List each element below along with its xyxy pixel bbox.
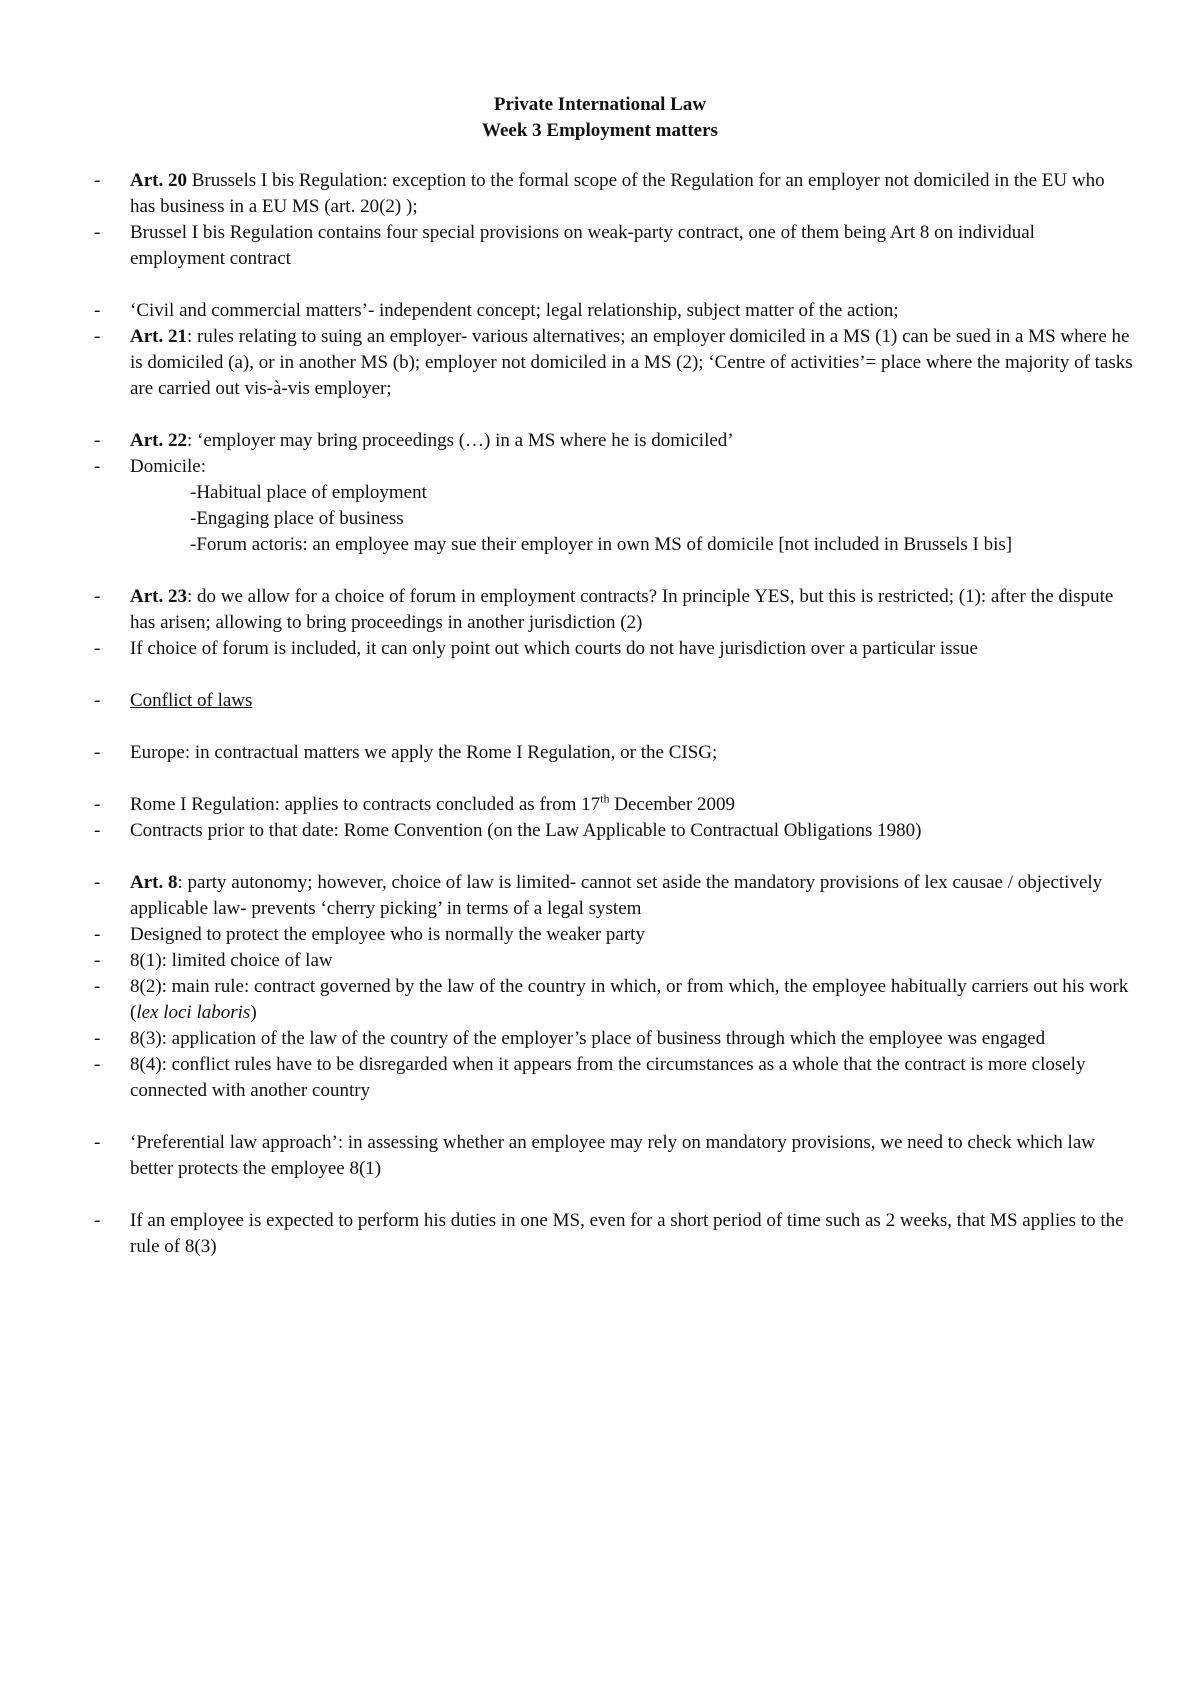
document-title [0,92,1200,144]
bullet-text-end: December 2009 [609,794,736,815]
bullet-conflict-of-laws [94,688,1134,714]
bullet-text: 8(4): conflict rules have to be disregarded when it appears from the circumstances as a whole that the contract is more closely connected with another country [130,1054,1086,1101]
bullet-text: ‘Preferential law approach’: in assessing whether an employee may rely on mandatory provisions, we need to check which law better protects the employee 8(1) [130,1132,1095,1179]
bullet-8-3 [94,1026,1134,1052]
bullet-text: 8(3): application of the law of the country of the employer’s place of business through which the employee was engaged [130,1028,1046,1049]
article-label: Art. 8 [130,872,178,893]
article-label: Art. 23 [130,586,187,607]
bullet-text: Contracts prior to that date: Rome Convention (on the Law Applicable to Contractual Obligations 1980) [130,820,922,841]
bullet-art-20 [94,168,1134,220]
bullet-marker: - [94,638,101,659]
spacer [94,766,1134,792]
bullet-rome-i [94,792,1134,818]
spacer [94,402,1134,428]
bullet-marker: - [94,742,101,763]
bullet-text: Brussels I bis Regulation: exception to the formal scope of the Regulation for an employer not domiciled in the EU who has business in a EU MS (art. 20(2) ); [130,170,1105,217]
bullet-brussels-special-provisions [94,220,1134,272]
bullet-text: : ‘employer may bring proceedings (…) in a MS where he is domiciled’ [186,430,734,451]
bullet-marker: - [94,924,101,945]
bullet-marker: - [94,820,101,841]
article-label: Art. 21 [130,326,187,347]
bullet-text: Domicile: [130,456,206,477]
bullet-rome-convention [94,818,1134,844]
sub-item-forum-actoris: -Forum actoris: an employee may sue their employer in own MS of domicile [not included in Brussels I bis] [190,534,1013,555]
bullet-marker: - [94,170,101,191]
bullet-marker: - [94,794,101,815]
bullet-text: Brussel I bis Regulation contains four special provisions on weak-party contract, one of them being Art 8 on individual employment contract [130,222,1035,269]
spacer [94,558,1134,584]
bullet-choice-of-forum [94,636,1134,662]
bullet-art-8 [94,870,1134,922]
bullet-short-period [94,1208,1134,1260]
bullet-marker: - [94,1054,101,1075]
bullet-marker: - [94,950,101,971]
bullet-art-23 [94,584,1134,636]
title-line-1: Private International Law [493,94,707,115]
bullet-art-21 [94,324,1134,402]
bullet-text: Designed to protect the employee who is normally the weaker party [130,924,645,945]
bullet-text: Europe: in contractual matters we apply the Rome I Regulation, or the CISG; [130,742,718,763]
bullet-marker: - [94,1028,101,1049]
bullet-marker: - [94,456,101,477]
title-line-2: Week 3 Employment matters [482,120,718,141]
bullet-text-end: ) [250,1002,257,1023]
spacer [94,1182,1134,1208]
bullet-marker: - [94,586,101,607]
bullet-text: : party autonomy; however, choice of law is limited- cannot set aside the mandatory provisions of lex causae / objectively applicable law- prevents ‘cherry picking’ in terms of a legal system [130,872,1103,919]
spacer [94,272,1134,298]
bullet-preferential-law [94,1130,1134,1182]
bullet-text: 8(1): limited choice of law [130,950,333,971]
sub-item-habitual-place: -Habitual place of employment [190,482,427,503]
spacer [94,1104,1134,1130]
notes-list [94,168,1134,1260]
latin-term: lex loci laboris [136,1002,251,1023]
bullet-marker: - [94,690,101,711]
spacer [94,714,1134,740]
bullet-protect-employee [94,922,1134,948]
bullet-marker: - [94,1132,101,1153]
bullet-marker: - [94,300,101,321]
bullet-8-2 [94,974,1134,1026]
ordinal-suffix: th [600,791,610,806]
bullet-marker: - [94,976,101,997]
bullet-marker: - [94,326,101,347]
bullet-text: Rome I Regulation: applies to contracts concluded as from 17 [130,794,601,815]
bullet-civil-commercial [94,298,1134,324]
bullet-domicile [94,454,1134,480]
bullet-text: ‘Civil and commercial matters’- independent concept; legal relationship, subject matter of the action; [130,300,899,321]
bullet-text: If an employee is expected to perform his duties in one MS, even for a short period of time such as 2 weeks, that MS applies to the rule of 8(3) [130,1210,1124,1257]
bullet-text: : do we allow for a choice of forum in employment contracts? In principle YES, but this is restricted; (1): after the dispute has arisen; allowing to bring proceedings in another jurisdiction (2) [130,586,1114,633]
article-label: Art. 20 [130,170,187,191]
spacer [94,662,1134,688]
sub-item-engaging-place: -Engaging place of business [190,508,404,529]
bullet-marker: - [94,222,101,243]
bullet-text: 8(2): main rule: contract governed by the law of the country in which, or from which, the employee habitually carriers out his work ( [130,976,1129,1023]
bullet-marker: - [94,872,101,893]
bullet-8-1 [94,948,1134,974]
bullet-text: : rules relating to suing an employer- various alternatives; an employer domiciled in a MS (1) can be sued in a MS where he is domiciled (a), or in another MS (b); employer not domiciled in a MS (2); ‘Centre of activities’= place where the majority of tasks are carried out vis-à-vis employer; [130,326,1133,399]
spacer [94,844,1134,870]
bullet-europe [94,740,1134,766]
article-label: Art. 22 [130,430,187,451]
bullet-marker: - [94,1210,101,1231]
bullet-marker: - [94,430,101,451]
section-heading: Conflict of laws [130,690,253,711]
bullet-text: If choice of forum is included, it can only point out which courts do not have jurisdiction over a particular issue [130,638,978,659]
bullet-art-22 [94,428,1134,454]
bullet-8-4 [94,1052,1134,1104]
